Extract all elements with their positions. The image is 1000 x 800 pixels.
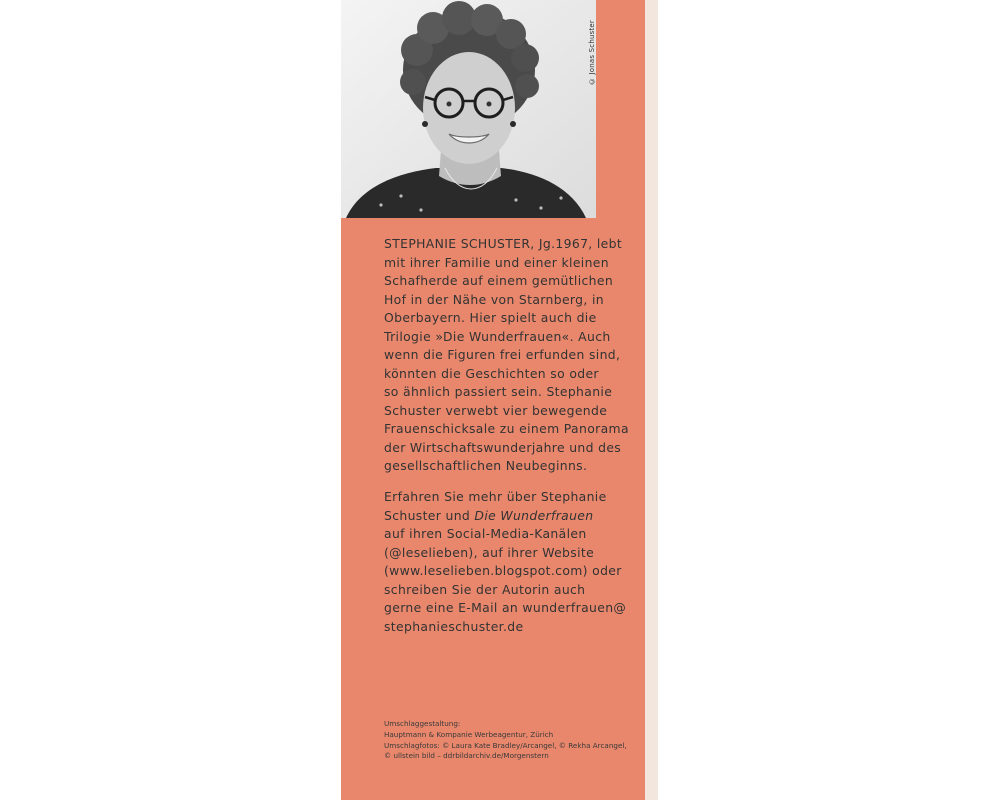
imprint-line: Umschlaggestaltung: xyxy=(384,719,461,728)
bio-line: STEPHANIE SCHUSTER, Jg.1967, lebt xyxy=(384,236,623,251)
social-line: Erfahren Sie mehr über Stephanie xyxy=(384,489,607,504)
bio-line: Schuster verwebt vier bewegende xyxy=(384,402,608,418)
social-line: (@leselieben), auf ihrer Website xyxy=(384,544,595,560)
book-title-italic: Die Wunderfrauen xyxy=(474,507,594,523)
social-line: auf ihren Social-Media-Kanälen xyxy=(384,526,587,541)
bio-line: gesellschaftlichen Neubeginns. xyxy=(384,458,588,473)
cover-credits xyxy=(384,719,644,762)
author-photo xyxy=(341,0,596,218)
bio-line: der Wirtschaftswunderjahre und des xyxy=(384,439,622,455)
author-portrait-image xyxy=(341,0,596,218)
photo-credit: © Jonas Schuster xyxy=(588,20,596,86)
bio-line: könnten die Geschichten so oder xyxy=(384,365,599,381)
social-line-text: Schuster und xyxy=(384,507,475,523)
bio-line: mit ihrer Familie und einer kleinen xyxy=(384,254,609,270)
bio-line: Frauenschicksale zu einem Panorama xyxy=(384,421,629,436)
book-spine-edge xyxy=(645,0,658,800)
imprint-line: Umschlagfotos: © Laura Kate Bradley/Arcangel, © Rekha Arcangel, xyxy=(384,740,627,750)
author-bio xyxy=(384,235,629,476)
bio-line: Trilogie »Die Wunderfrauen«. Auch xyxy=(384,328,611,344)
imprint-line: Hauptmann & Kompanie Werbeagentur, Zürich xyxy=(384,729,554,739)
bio-line: Hof in der Nähe von Starnberg, in xyxy=(384,291,604,307)
bio-line: Oberbayern. Hier spielt auch die xyxy=(384,310,597,325)
social-media-paragraph xyxy=(384,488,627,636)
author-flap xyxy=(341,0,645,800)
social-line: stephanieschuster.de xyxy=(384,618,524,634)
bio-line: Schafherde auf einem gemütlichen xyxy=(384,273,614,288)
bio-line: so ähnlich passiert sein. Stephanie xyxy=(384,384,613,399)
social-line: gerne eine E-Mail an wunderfrauen@ xyxy=(384,600,627,615)
imprint-line: © ullstein bild – ddrbildarchiv.de/Morgenstern xyxy=(384,751,549,761)
social-line: schreiben Sie der Autorin auch xyxy=(384,581,586,597)
bio-line: wenn die Figuren frei erfunden sind, xyxy=(384,347,621,362)
social-line xyxy=(384,507,620,526)
social-line: (www.leselieben.blogspot.com) oder xyxy=(384,563,622,578)
